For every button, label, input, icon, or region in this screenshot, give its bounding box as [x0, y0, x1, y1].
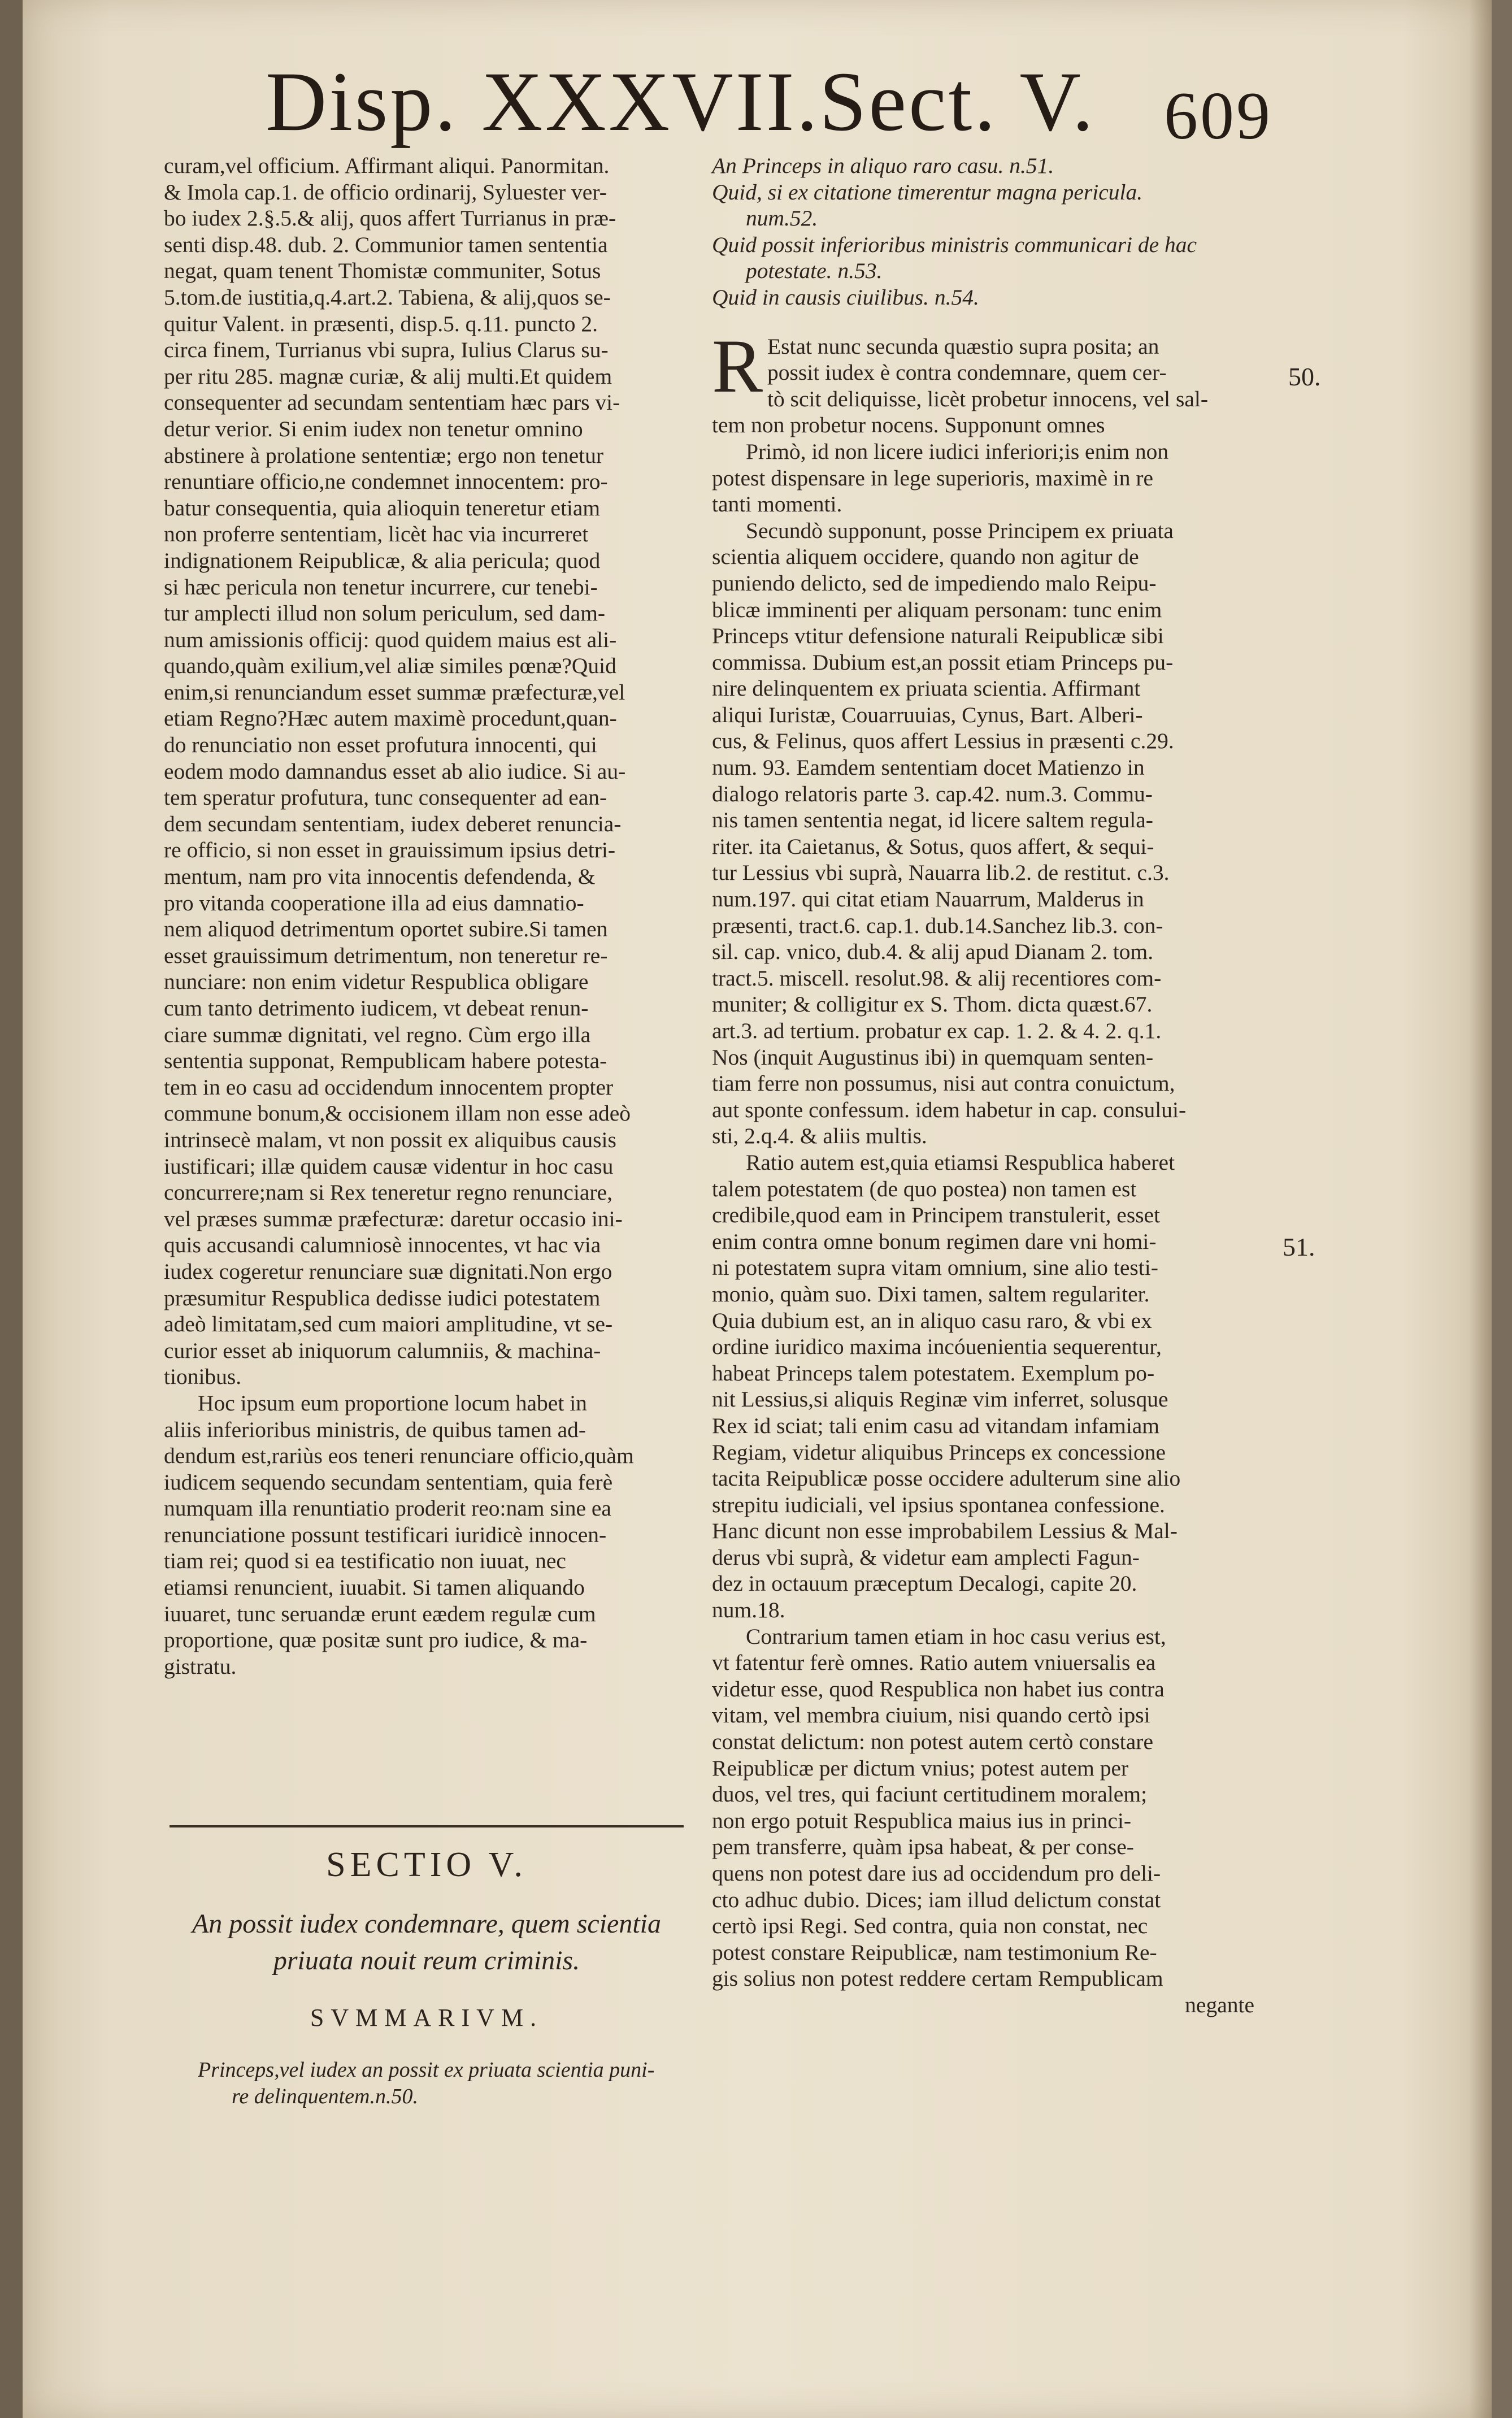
text-line: riter. ita Caietanus, & Sotus, quos affert, & sequi- [712, 834, 1154, 859]
text-line: possit iudex è contra condemnare, quem cer- [767, 360, 1167, 385]
text-line: videtur esse, quod Respublica non habet ius contra [712, 1676, 1165, 1701]
text-line: re officio, si non esset in grauissimum ipsius detri- [164, 837, 616, 863]
margin-number: 50. [1288, 362, 1321, 391]
text-line: renuntiare officio,ne condemnet innocentem: pro- [164, 469, 608, 494]
text-line: quitur Valent. in præsenti, disp.5. q.11. puncto 2. [164, 311, 598, 336]
text-line: intrinsecè malam, vt non possit ex aliquibus causis [164, 1127, 616, 1152]
text-line: quando,quàm exilium,vel aliæ similes pœnæ?Quid [164, 653, 616, 679]
text-line: puniendo delicto, sed de impediendo malo Reipu- [712, 570, 1157, 596]
text-line: Estat nunc secunda quæstio supra posita; an [767, 333, 1159, 359]
disputation-title: Disp. XXXVII. [266, 55, 820, 149]
summary-item: Quid in causis ciuilibus. n.54. [712, 284, 979, 310]
page-number: 609 [1164, 78, 1272, 153]
summary-item-50 [198, 2057, 689, 2109]
text-line: tiam rei; quod si ea testificatio non iuuat, nec [164, 1548, 566, 1574]
text-line: pem transferre, quàm ipsa habeat, & per conse- [712, 1834, 1134, 1860]
text-line: tò scit deliquisse, licèt probetur innocens, vel sal- [767, 386, 1208, 411]
text-line: derus vbi suprà, & videtur eam amplecti Fagun- [712, 1544, 1140, 1570]
text-line: tacita Reipublicæ posse occidere adulterum sine alio [712, 1466, 1181, 1491]
text-line: nunciare: non enim videtur Respublica obligare [164, 969, 589, 995]
text-line: blicæ imminenti per aliquam personam: tunc enim [712, 597, 1162, 622]
opening-paragraph [712, 324, 1254, 439]
summary-line: Princeps,vel iudex an possit ex priuata scientia puni- [198, 2058, 655, 2082]
text-line: vt fatentur ferè omnes. Ratio autem vniuersalis ea [712, 1650, 1156, 1675]
text-line: esset grauissimum detrimentum, non teneretur re- [164, 943, 608, 968]
text-line: dendum est,rariùs eos teneri renunciare officio,quàm [164, 1443, 634, 1469]
text-line: ciare summæ dignitati, vel regno. Cùm ergo illa [164, 1022, 591, 1047]
text-line: abstinere à prolatione sententiæ; ergo non tenetur [164, 442, 604, 468]
text-line: quis accusandi calumniosè innocentes, vt hac via [164, 1232, 601, 1258]
text-line: iuuaret, tunc seruandæ erunt eædem regulæ cum [164, 1601, 596, 1626]
text-line: adeò limitatam,sed cum maiori amplitudine, vt se- [164, 1312, 613, 1337]
text-line: curam,vel officium. Affirmant aliqui. Panormitan. [164, 153, 610, 178]
text-line: num.18. [712, 1597, 785, 1623]
text-line: Secundò supponunt, posse Principem ex priuata [746, 518, 1174, 543]
text-line: si hæc pericula non tenetur incurrere, cur tenebi- [164, 574, 598, 600]
text-line: Ratio autem est,quia etiamsi Respublica haberet [746, 1149, 1175, 1175]
text-line: negat, quam tenent Thomistæ communiter, Sotus [164, 258, 601, 284]
running-header [23, 45, 1492, 158]
text-line: iustificari; illæ quidem causæ videntur in hoc casu [164, 1153, 614, 1179]
text-line: nit Lessius,si aliquis Reginæ vim inferret, solusque [712, 1387, 1168, 1412]
section-title-header: Sect. V. [819, 55, 1096, 149]
text-line: tem in eo casu ad occidendum innocentem propter [164, 1074, 614, 1100]
text-line: habeat Princeps talem potestatem. Exemplum po- [712, 1360, 1155, 1386]
text-line: muniter; & colligitur ex S. Thom. dicta quæst.67. [712, 992, 1153, 1017]
summary-item: Quid possit inferioribus ministris communicari de hac [712, 232, 1197, 257]
drop-cap: R [712, 324, 763, 409]
text-line: Contrarium tamen etiam in hoc casu verius est, [746, 1623, 1166, 1649]
text-line: nire delinquentem ex priuata scientia. Affirmant [712, 676, 1141, 701]
text-line: monio, quàm suo. Dixi tamen, saltem regulariter. [712, 1281, 1150, 1306]
summary-item: Quid, si ex citatione timerentur magna pericula. [712, 179, 1143, 205]
text-line: tionibus. [164, 1364, 242, 1390]
text-line: eodem modo damnandus esset ab alio iudice. Si au- [164, 758, 626, 784]
text-line: nis tamen sententia negat, id licere saltem regula- [712, 808, 1153, 833]
text-line: ni potestatem supra vitam omnium, sine alio testi- [712, 1255, 1158, 1280]
catchword: negante [1185, 1992, 1254, 2017]
text-line: præsenti, tract.6. cap.1. dub.14.Sanchez lib.3. con- [712, 913, 1163, 938]
text-line: detur verior. Si enim iudex non tenetur omnino [164, 416, 583, 441]
text-line: num.197. qui citat etiam Nauarrum, Malderus in [712, 887, 1144, 912]
text-line: num amissionis officij: quod quidem maius est ali- [164, 627, 617, 652]
text-line: ordine iuridico maxima incóuenientia sequerentur, [712, 1334, 1162, 1360]
summary-line: re delinquentem.n.50. [232, 2084, 418, 2108]
text-line: etiamsi renuncient, iuuabit. Si tamen aliquando [164, 1575, 585, 1600]
text-line: aliqui Iuristæ, Couarruuias, Cynus, Bart. Alberi- [712, 702, 1143, 727]
text-line: proportione, quæ positæ sunt pro iudice, & ma- [164, 1627, 588, 1653]
text-line: renunciatione possunt testificari iuridicè innocen- [164, 1522, 607, 1547]
text-line: indignationem Reipublicæ, & alia pericula; quod [164, 548, 601, 573]
text-line: non proferre sententiam, licèt hac via incurreret [164, 522, 589, 547]
text-line: Hoc ipsum eum proportione locum habet in [198, 1390, 587, 1416]
text-line: art.3. ad tertium. probatur ex cap. 1. 2. & 4. 2. q.1. [712, 1018, 1162, 1043]
text-line: tur amplecti illud non solum periculum, sed dam- [164, 601, 606, 626]
text-line: præsumitur Respublica dedisse iudici potestatem [164, 1285, 601, 1310]
text-line: duos, vel tres, qui faciunt certitudinem moralem; [712, 1782, 1148, 1807]
text-line: senti disp.48. dub. 2. Communior tamen sententia [164, 232, 608, 257]
text-line: tanti momenti. [712, 492, 842, 517]
text-line: sententia supponat, Rempublicam habere potesta- [164, 1048, 607, 1074]
text-line: numquam illa renuntiatio proderit reo:nam sine ea [164, 1496, 611, 1521]
text-line: tem speratur profutura, tunc consequenter ad ean- [164, 785, 607, 810]
text-line: enim,si renunciandum esset summæ præfecturæ,vel [164, 679, 625, 705]
section-rule [170, 1825, 684, 1827]
text-line: mentum, nam pro vita innocentis defendenda, & [164, 864, 596, 889]
text-line: concurrere;nam si Rex teneretur regno renunciare, [164, 1180, 612, 1205]
summary-item: num.52. [746, 206, 818, 231]
text-line: tiam ferre non possumus, nisi aut contra conuictum, [712, 1071, 1175, 1096]
text-line: Rex id sciat; tali enim casu ad vitandam infamiam [712, 1413, 1159, 1438]
text-line: constat delictum: non potest autem certò constare [712, 1729, 1153, 1755]
text-line: Quia dubium est, an in aliquo casu raro, & vbi ex [712, 1308, 1152, 1333]
text-line: potest dispensare in lege superioris, maximè in re [712, 465, 1154, 490]
text-line: sil. cap. vnico, dub.4. & alij apud Dianam 2. tom. [712, 939, 1154, 965]
summary-item: potestate. n.53. [746, 258, 883, 284]
text-line: 5.tom.de iustitia,q.4.art.2. Tabiena, & alij,quos se- [164, 284, 611, 310]
text-line: commune bonum,& occisionem illam non esse adeò [164, 1101, 631, 1126]
right-column [712, 153, 1254, 2018]
text-line: Reipublicæ per dictum vnius; potest autem per [712, 1755, 1129, 1781]
text-line: Princeps vtitur defensione naturali Reipublicæ sibi [712, 623, 1164, 649]
text-line: enim contra omne bonum regimen dare vni homi- [712, 1228, 1157, 1254]
text-line: scientia aliquem occidere, quando non agitur de [712, 544, 1139, 570]
text-line: dialogo relatoris parte 3. cap.42. num.3. Commu- [712, 781, 1153, 806]
text-line: iudex cogeretur renunciare suæ dignitati.Non ergo [164, 1258, 612, 1284]
text-line: tem non probetur nocens. Supponunt omnes [712, 413, 1105, 438]
text-line: vel præses summæ præfecturæ: daretur occasio ini- [164, 1206, 623, 1231]
margin-number: 51. [1283, 1232, 1315, 1261]
text-line: do renunciatio non esset profutura innocenti, qui [164, 732, 597, 758]
summarium-label: SVMMARIVM. [310, 2004, 544, 2031]
text-line: cto adhuc dubio. Dices; iam illud delictum constat [712, 1887, 1161, 1912]
text-line: per ritu 285. magnæ curiæ, & alij multi.Et quidem [164, 363, 612, 389]
text-line: dem secundam sententiam, iudex deberet renuncia- [164, 811, 622, 836]
left-column [164, 153, 689, 1679]
section-heading: SECTIO V. [326, 1846, 527, 1884]
text-line: talem potestatem (de quo postea) non tamen est [712, 1176, 1137, 1201]
text-line: tur Lessius vbi suprà, Nauarra lib.2. de restitut. c.3. [712, 860, 1170, 885]
page-shadow [1469, 0, 1492, 2418]
text-line: nem aliquod detrimentum oportet subire.Si tamen [164, 917, 608, 942]
summary-item: An Princeps in aliquo raro casu. n.51. [712, 153, 1054, 178]
text-line: consequenter ad secundam sententiam hæc pars vi- [164, 390, 620, 415]
text-line: tract.5. miscell. resolut.98. & alij recentiores com- [712, 965, 1162, 991]
text-line: etiam Regno?Hæc autem maximè procedunt,quan- [164, 706, 617, 731]
text-line: cum tanto detrimento iudicem, vt debeat renun- [164, 996, 589, 1021]
text-line: num. 93. Eamdem sententiam docet Matienzo in [712, 755, 1145, 780]
text-line: Regiam, videtur aliquibus Princeps ex concessione [712, 1439, 1166, 1465]
text-line: iudicem sequendo secundam sententiam, quia ferè [164, 1469, 613, 1495]
text-line: potest constare Reipublicæ, nam testimonium Re- [712, 1939, 1157, 1965]
text-line: sti, 2.q.4. & aliis multis. [712, 1123, 927, 1149]
text-line: vitam, vel membra ciuium, nisi quando certò ipsi [712, 1703, 1150, 1728]
book-page [23, 0, 1492, 2418]
text-line: quens non potest dare ius ad occidendum pro deli- [712, 1861, 1161, 1886]
spacer [712, 311, 1254, 333]
text-line: credibile,quod eam in Principem transtulerit, esset [712, 1203, 1161, 1228]
text-line: gistratu. [164, 1653, 237, 1679]
text-line: strepitu iudiciali, vel ipsius spontanea confessione. [712, 1492, 1165, 1517]
text-line: dez in octauum præceptum Decalogi, capite 20. [712, 1571, 1137, 1596]
text-line: certò ipsi Regi. Sed contra, quia non constat, nec [712, 1913, 1148, 1939]
text-line: batur consequentia, quia alioquin teneretur etiam [164, 495, 601, 520]
text-line: commissa. Dubium est,an possit etiam Princeps pu- [712, 649, 1174, 675]
text-line: aut sponte confessum. idem habetur in cap. consului- [712, 1097, 1187, 1122]
text-line: non ergo potuit Respublica maius ius in princi- [712, 1808, 1131, 1833]
text-line: cus, & Felinus, quos affert Lessius in præsenti c.29. [712, 728, 1174, 754]
section-question-line-2: priuata nouit reum criminis. [273, 1946, 580, 1976]
text-line: circa finem, Turrianus vbi supra, Iulius Clarus su- [164, 337, 609, 363]
text-line: Nos (inquit Augustinus ibi) in quemquam senten- [712, 1044, 1154, 1070]
text-line: & Imola cap.1. de officio ordinarij, Syluester ver- [164, 179, 607, 205]
text-line: gis solius non potest reddere certam Rempublicam [712, 1966, 1163, 1991]
text-line: Primò, id non licere iudici inferiori;is enim non [746, 439, 1169, 464]
section-question-line-1: An possit iudex condemnare, quem scientia [192, 1909, 662, 1939]
text-line: pro vitanda cooperatione illa ad eius damnatio- [164, 890, 584, 915]
text-line: aliis inferioribus ministris, de quibus tamen ad- [164, 1417, 586, 1442]
page-edge [0, 0, 23, 2418]
text-line: bo iudex 2.§.5.& alij, quos affert Turrianus in præ- [164, 206, 616, 231]
text-line: Hanc dicunt non esse improbabilem Lessius & Mal- [712, 1518, 1178, 1544]
text-line: curior esset ab iniquorum calumniis, & machina- [164, 1338, 601, 1363]
